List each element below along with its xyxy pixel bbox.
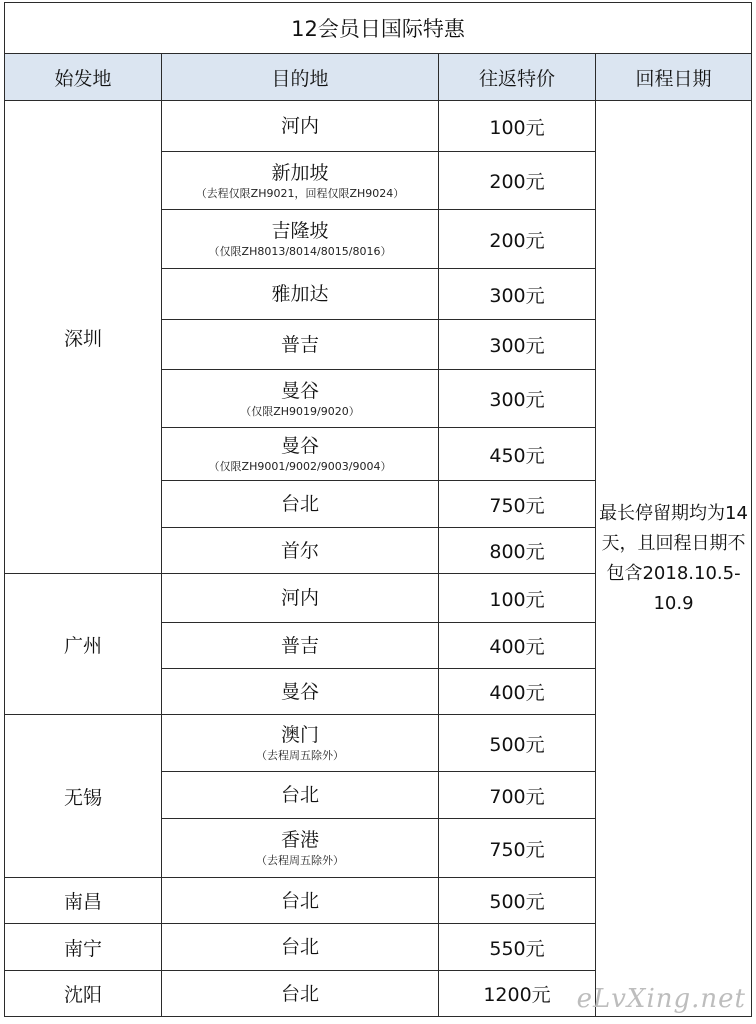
destination-name: 澳门 [280,724,319,746]
destination-note: （去程周五除外） [256,854,344,867]
origin-cell: 无锡 [5,715,162,878]
destination-name: 曼谷 [280,379,319,402]
price-cell: 500元 [439,715,596,772]
destination-cell [162,101,439,152]
table-body [5,101,752,1017]
origin-cell: 深圳 [5,101,162,574]
destination-cell [162,878,439,924]
destination-cell [162,623,439,669]
header-origin: 始发地 [5,54,162,101]
destination-name: 台北 [280,889,319,912]
destination-cell [162,370,439,428]
price-cell: 1200元 [439,971,596,1017]
promo-table [4,2,752,1017]
destination-name: 雅加达 [271,283,329,305]
destination-note: （仅限ZH8013/8014/8015/8016） [208,245,392,258]
price-cell: 800元 [439,528,596,574]
price-cell: 550元 [439,924,596,971]
destination-name: 河内 [280,115,319,137]
destination-name: 台北 [280,784,319,806]
destination-name: 新加坡 [271,161,329,184]
table-row [5,101,752,152]
destination-cell [162,819,439,878]
destination-cell [162,574,439,623]
destination-name: 普吉 [280,333,319,356]
destination-name: 河内 [280,587,319,609]
table-title: 12会员日国际特惠 [5,3,752,54]
destination-name: 台北 [280,982,319,1005]
destination-cell [162,669,439,715]
destination-cell [162,320,439,370]
destination-cell [162,481,439,528]
destination-cell [162,924,439,971]
origin-cell: 南宁 [5,924,162,971]
destination-cell [162,715,439,772]
destination-note: （去程周五除外） [256,749,344,762]
destination-cell [162,152,439,210]
price-cell: 750元 [439,819,596,878]
header-row [5,54,752,101]
destination-cell [162,210,439,269]
destination-note: （仅限ZH9001/9002/9003/9004） [208,460,392,473]
price-cell: 200元 [439,152,596,210]
price-cell: 400元 [439,623,596,669]
watermark: eLvXing.net [576,984,746,1014]
destination-cell [162,971,439,1017]
destination-cell [162,428,439,481]
price-cell: 100元 [439,574,596,623]
destination-name: 吉隆坡 [271,220,329,242]
price-cell: 450元 [439,428,596,481]
destination-note: （仅限ZH9019/9020） [240,404,360,418]
header-destination: 目的地 [162,54,439,101]
destination-name: 台北 [280,936,319,958]
price-cell: 200元 [439,210,596,269]
origin-cell: 沈阳 [5,971,162,1017]
price-cell: 300元 [439,320,596,370]
price-cell: 400元 [439,669,596,715]
destination-name: 普吉 [280,634,319,657]
price-cell: 700元 [439,772,596,819]
origin-cell: 广州 [5,574,162,715]
destination-name: 香港 [280,829,319,851]
price-cell: 300元 [439,269,596,320]
destination-cell [162,772,439,819]
destination-name: 曼谷 [280,680,319,703]
price-cell: 300元 [439,370,596,428]
price-cell: 750元 [439,481,596,528]
destination-cell [162,269,439,320]
destination-cell [162,528,439,574]
destination-note: （去程仅限ZH9021，回程仅限ZH9024） [195,186,405,200]
price-cell: 100元 [439,101,596,152]
return-date-cell: 最长停留期均为14天，且回程日期不包含2018.10.5-10.9 [596,101,752,1017]
origin-cell: 南昌 [5,878,162,924]
destination-name: 台北 [280,493,319,515]
header-price: 往返特价 [439,54,596,101]
price-cell: 500元 [439,878,596,924]
destination-name: 曼谷 [280,435,319,457]
destination-name: 首尔 [280,539,319,562]
header-return-date: 回程日期 [596,54,752,101]
